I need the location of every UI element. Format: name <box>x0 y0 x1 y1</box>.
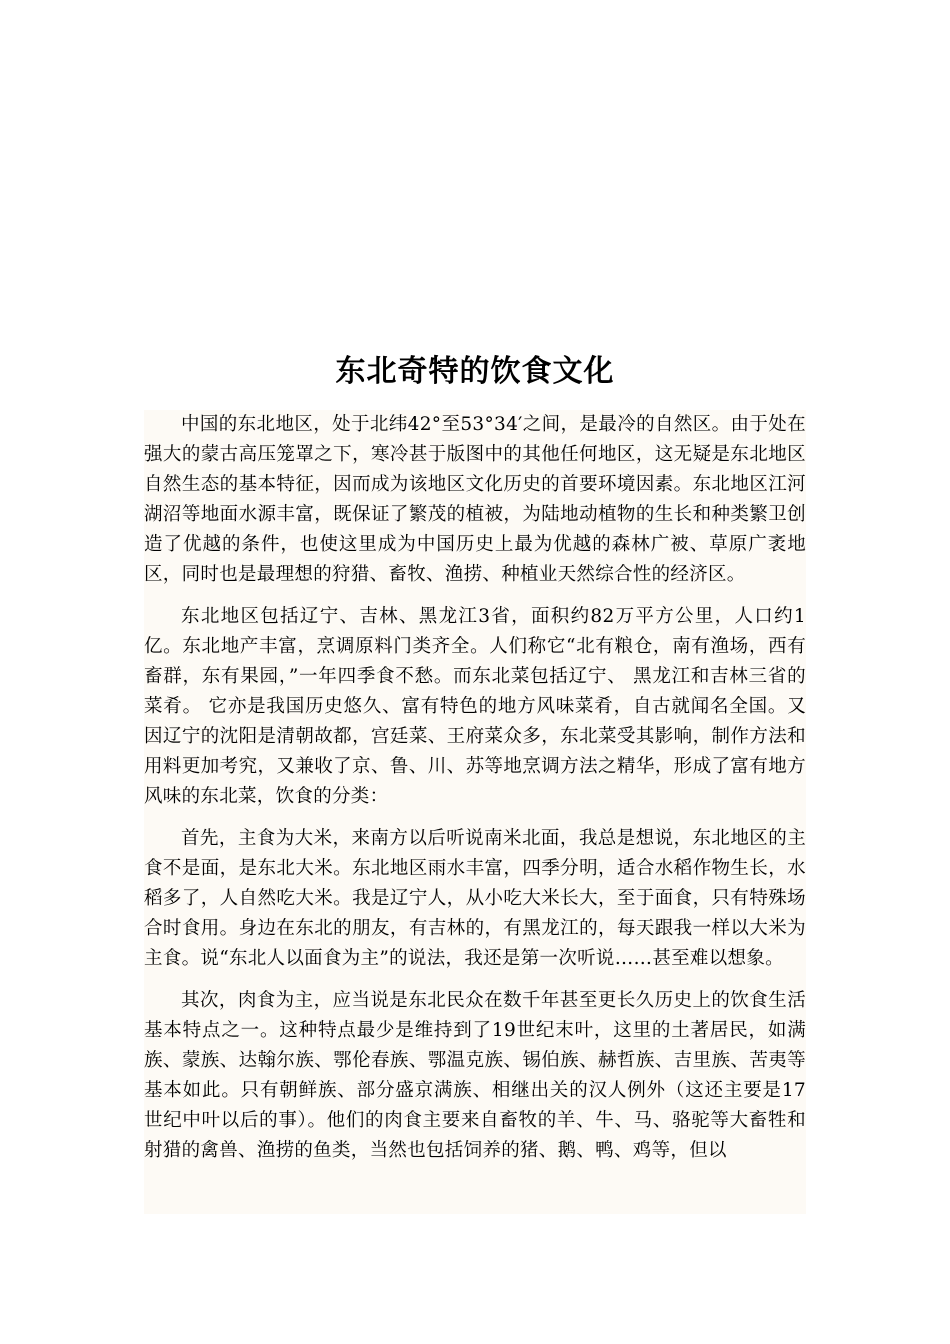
paragraph-1: 中国的东北地区，处于北纬42°至53°34′之间，是最冷的自然区。由于处在强大的蒙古高压笼罩之下，寒冷甚于版图中的其他任何地区，这无疑是东北地区自然生态的基本特征，因而成为该地区文化历史的首要环境因素。东北地区江河湖沼等地面水源丰富，既保证了繁茂的植被，为陆地动植物的生长和种类繁卫创造了优越的条件，也使这里成为中国历史上最为优越的森林广被、草原广袤地区，同时也是最理想的狩猎、畜牧、渔捞、种植业天然综合性的经济区。 <box>144 414 806 585</box>
page-title: 东北奇特的饮食文化 <box>335 354 615 389</box>
paragraph-3: 首先，主食为大米，来南方以后听说南米北面，我总是想说，东北地区的主食不是面，是东北大米。东北地区雨水丰富，四季分明，适合水稻作物生长，水稻多了，人自然吃大米。我是辽宁人，从小吃大米长大，至于面食，只有特殊场合时食用。身边在东北的朋友，有吉林的，有黑龙江的，每天跟我一样以大米为主食。说“东北人以面食为主”的说法，我还是第一次听说……甚至难以想象。 <box>144 828 806 969</box>
paragraph-2: 东北地区包括辽宁、吉林、黑龙江3省，面积约82万平方公里，人口约1亿。东北地产丰富，烹调原料门类齐全。人们称它“北有粮仓，南有渔场，西有畜群，东有果园，”一年四季食不愁。而东北菜包括辽宁、 黑龙江和吉林三省的菜肴。 它亦是我国历史悠久、富有特色的地方风味菜肴，自古就闻名全国。又因辽宁的沈阳是清朝故都，宫廷菜、王府菜众多，东北菜受其影响，制作方法和用料更加考究，又兼收了京、鲁、川、苏等地烹调方法之精华，形成了富有地方风味的东北菜，饮食的分类： <box>144 606 806 807</box>
body-text <box>144 410 806 1214</box>
paragraph-4: 其次，肉食为主，应当说是东北民众在数千年甚至更长久历史上的饮食生活基本特点之一。这种特点最少是维持到了19世纪末叶，这里的土著居民，如满族、蒙族、达翰尔族、鄂伦春族、鄂温克族、锡伯族、赫哲族、吉里族、苦夷等基本如此。只有朝鲜族、部分盛京满族、相继出关的汉人例外（这还主要是17世纪中叶以后的事）。他们的肉食主要来自畜牧的羊、牛、马、骆驼等大畜牲和射猎的禽兽、渔捞的鱼类，当然也包括饲养的猪、鹅、鸭、鸡等，但以 <box>144 990 806 1161</box>
